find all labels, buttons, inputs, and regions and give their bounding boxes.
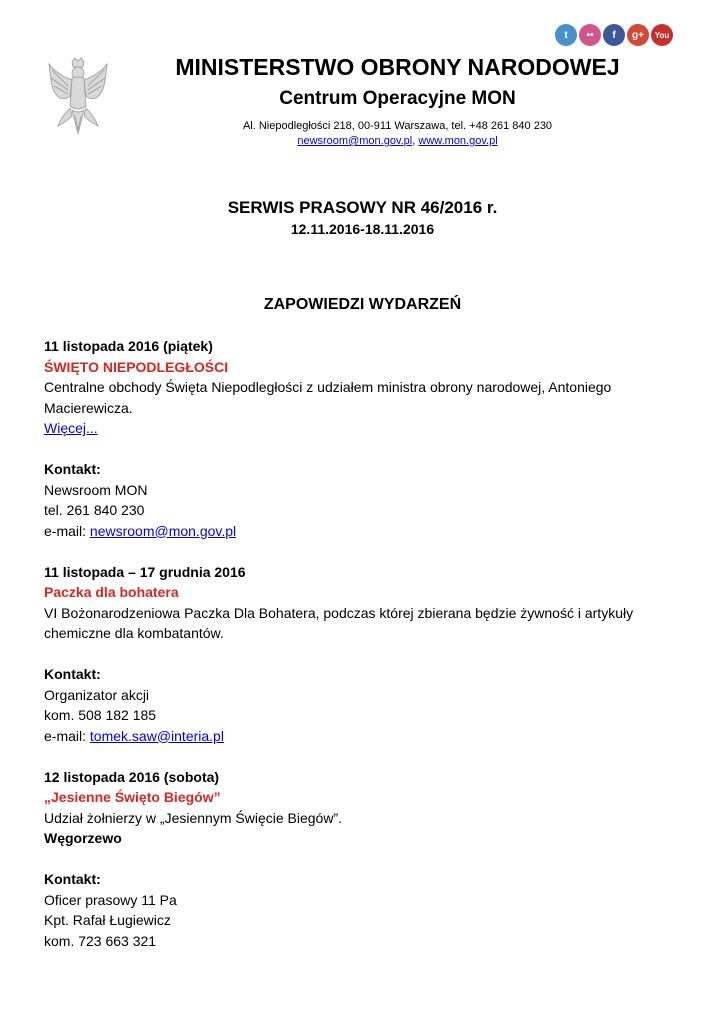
flickr-icon[interactable]: ••	[579, 24, 601, 46]
link-separator: ,	[412, 135, 419, 147]
event-place: Węgorzewo	[44, 830, 122, 846]
twitter-icon[interactable]: t	[555, 24, 577, 46]
website-link[interactable]: www.mon.gov.pl	[418, 135, 498, 147]
event-description: Centralne obchody Święta Niepodległości z udziałem ministra obrony narodowej, Antoniego Macierewicza.	[44, 379, 612, 416]
more-link[interactable]: Więcej...	[44, 420, 98, 436]
contact-line: Newsroom MON	[44, 481, 148, 498]
contact-line: Oficer prasowy 11 Pa	[44, 891, 177, 908]
contact-line: Kpt. Rafał Ługiewicz	[44, 912, 171, 928]
contact-line: tel. 261 840 230	[44, 502, 145, 518]
event-date: 11 listopada – 17 grudnia 2016	[44, 563, 246, 580]
header-title: MINISTERSTWO OBRONY NARODOWEJ	[175, 54, 620, 80]
contact-line: Organizator akcji	[44, 686, 150, 703]
social-icons	[555, 24, 673, 46]
event-name: „Jesienne Święto Biegów”	[44, 789, 221, 805]
serwis-title: SERWIS PRASOWY NR 46/2016 r.	[227, 198, 498, 217]
contact-label: Kontakt:	[44, 666, 101, 682]
contact-label: Kontakt:	[44, 871, 101, 887]
header-address: Al. Niepodległości 218, 00-911 Warszawa, tel. +48 261 840 230	[242, 120, 553, 132]
contact-line: kom. 723 663 321	[44, 932, 157, 949]
email-prefix: e-mail:	[44, 727, 90, 744]
event-description: Udział żołnierzy w „Jesiennym Święcie Biegów”.	[44, 809, 342, 826]
event-name: Paczka dla bohatera	[44, 584, 179, 600]
contact-line: kom. 508 182 185	[44, 707, 157, 723]
googleplus-icon[interactable]: g+	[627, 24, 649, 46]
events-list	[44, 336, 694, 951]
section-title: ZAPOWIEDZI WYDARZEŃ	[263, 296, 462, 313]
email-prefix: e-mail:	[44, 522, 90, 539]
event-description: VI Bożonarodzeniowa Paczka Dla Bohatera, podczas której zbierana będzie żywność i artykuły chemiczne dla kombatantów.	[44, 604, 634, 641]
header-subtitle: Centrum Operacyjne MON	[279, 88, 516, 109]
contact-label: Kontakt:	[44, 461, 101, 477]
event-name: ŚWIĘTO NIEPODLEGŁOŚCI	[44, 358, 229, 375]
youtube-icon[interactable]: You	[651, 24, 673, 46]
serwis-dates: 12.11.2016-18.11.2016	[290, 221, 435, 237]
contact-email-line	[44, 521, 694, 542]
event-date: 12 listopada 2016 (sobota)	[44, 768, 220, 785]
header-links	[0, 135, 725, 147]
facebook-icon[interactable]: f	[603, 24, 625, 46]
event-date: 11 listopada 2016 (piątek)	[44, 338, 213, 354]
email-link[interactable]: newsroom@mon.gov.pl	[297, 135, 413, 147]
contact-email-link[interactable]: newsroom@mon.gov.pl	[89, 522, 237, 539]
contact-email-line	[44, 726, 694, 747]
contact-email-link[interactable]: tomek.saw@interia.pl	[89, 727, 224, 744]
